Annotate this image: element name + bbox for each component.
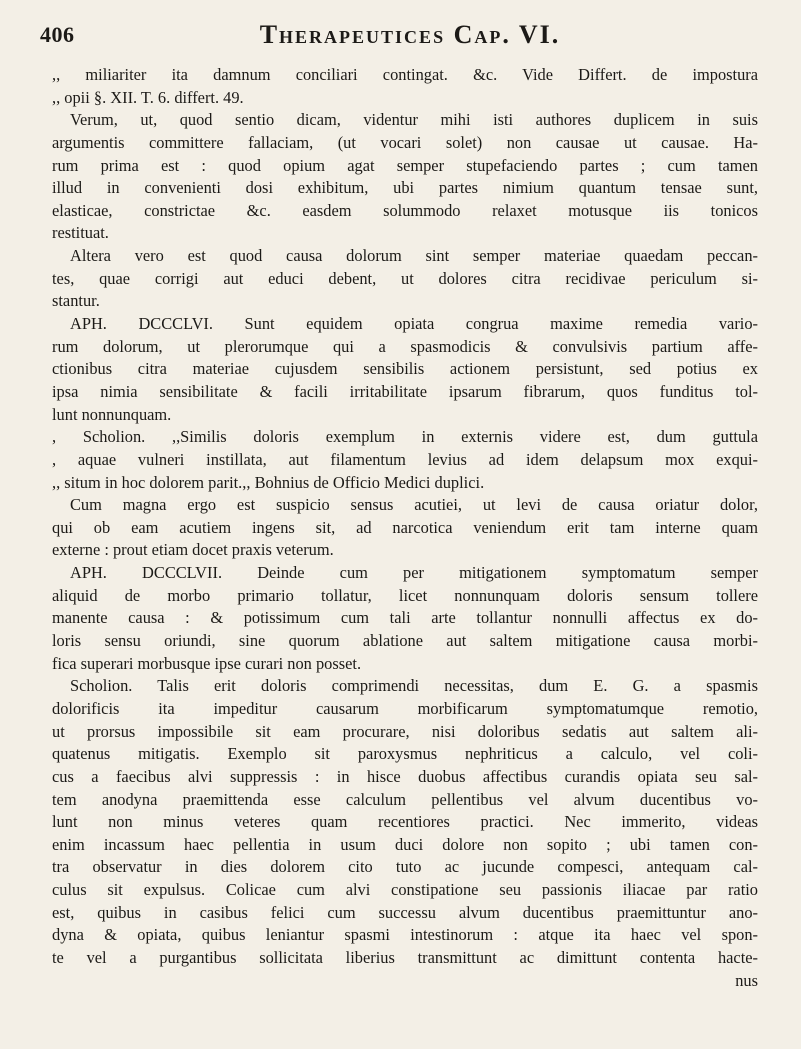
text-line: elasticae, constrictae &c. easdem solummodo relaxet motusque iis tonicos: [52, 200, 758, 220]
page-number: 406: [40, 22, 75, 47]
text-line: ,, miliariter ita damnum conciliari contingat. &c. Vide Differt. de impostura: [52, 65, 758, 84]
body-text: [52, 64, 758, 992]
text-line: ,, opii §. XII. T. 6. differt. 49.: [52, 87, 244, 107]
text-line: stantur.: [52, 291, 100, 311]
text-line: argumentis committere fallaciam, (ut vocari solet) non causae ut causae. Ha-: [52, 132, 758, 152]
text-line: enim incassum haec pellentia in usum duci dolore non sopito ; ubi tamen con-: [52, 834, 758, 854]
text-line: restituat.: [52, 223, 109, 243]
text-line: rum prima est : quod opium agat semper stupefaciendo partes ; cum tamen: [52, 155, 758, 175]
text-line: ut prorsus impossibile sit eam procurare, nisi doloribus sedatis aut saltem ali-: [52, 721, 758, 741]
text-line: dyna & opiata, quibus leniantur spasmi intestinorum : atque ita haec vel spon-: [52, 925, 758, 945]
scholion-line: Scholion. Talis erit doloris comprimendi necessitas, dum E. G. a spasmis: [70, 676, 758, 696]
text-line: tra observatur in dies dolorem cito tuto ac jucunde compesci, antequam cal-: [52, 857, 758, 877]
text-line: qui ob eam acutiem ingens sit, ad narcotica veniendum erit tam interne quam: [52, 517, 758, 537]
aphorism-heading-line: APH. DCCCLVI. Sunt equidem opiata congrua maxime remedia vario-: [70, 314, 758, 334]
text-line: Altera vero est quod causa dolorum sint semper materiae quaedam peccan-: [70, 246, 758, 266]
text-line: externe : prout etiam docet praxis veterum.: [52, 540, 334, 560]
text-line: Cum magna ergo est suspicio sensus acutiei, ut levi de causa oriatur dolor,: [70, 495, 758, 515]
text-line: ctionibus citra materiae cujusdem sensibilis actionem persistunt, sed potius ex: [52, 359, 758, 379]
scholion-line: , Scholion. ,,Similis doloris exemplum in externis videre est, dum guttula: [52, 427, 758, 447]
text-line: tem anodyna praemittenda esse calculum pellentibus vel alvum ducentibus vo-: [52, 789, 758, 809]
text-line: aliquid de morbo primario tollatur, licet nonnunquam doloris sensum tollere: [52, 585, 758, 605]
page-header: [40, 14, 780, 54]
text-line: quatenus mitigatis. Exemplo sit paroxysmus nephriticus a calculo, vel coli-: [52, 744, 758, 764]
text-line: rum dolorum, ut plerorumque qui a spasmodicis & convulsivis partium affe-: [52, 336, 758, 356]
text-line: te vel a purgantibus sollicitata liberius transmittunt ac dimittunt contenta hacte-: [52, 947, 758, 967]
text-line: culus sit expulsus. Colicae cum alvi constipatione seu passionis iliacae par ratio: [52, 880, 758, 900]
text-line: loris sensu oriundi, sine quorum ablatione aut saltem mitigatione causa morbi-: [52, 631, 758, 651]
catchword: nus: [735, 970, 758, 990]
text-line: ,, situm in hoc dolorem parit.,, Bohnius de Officio Medici duplici.: [52, 472, 485, 492]
text-line: cus a faecibus alvi suppressis : in hisce duobus affectibus curandis opiata seu sal-: [52, 766, 758, 786]
text-line: lunt non minus veteres quam recentiores practici. Nec immerito, videas: [52, 812, 758, 832]
text-line: est, quibus in casibus felici cum successu alvum ducentibus praemittuntur ano-: [52, 902, 758, 922]
text-line: ipsa nimia sensibilitate & facili irritabilitate ipsarum fibrarum, quos funditus tol-: [52, 381, 758, 401]
text-line: dolorificis ita impeditur causarum morbificarum symptomatumque remotio,: [52, 698, 758, 718]
text-line: Verum, ut, quod sentio dicam, videntur mihi isti authores duplicem in suis: [70, 110, 758, 130]
text-line: lunt nonnunquam.: [52, 404, 172, 424]
text-line: , aquae vulneri instillata, aut filamentum levius ad idem delapsum mox exqui-: [52, 449, 758, 469]
text-line: fica superari morbusque ipse curari non posset.: [52, 653, 362, 673]
running-head: Therapeutices Cap. VI.: [259, 20, 561, 49]
aphorism-heading-line: APH. DCCCLVII. Deinde cum per mitigationem symptomatum semper: [70, 563, 758, 583]
text-line: tes, quae corrigi aut educi debent, ut dolores citra recidivae periculum si-: [52, 268, 758, 288]
text-line: manente causa : & potissimum cum tali arte tollantur nonnulli affectus ex do-: [52, 608, 758, 628]
text-line: illud in convenienti dosi exhibitum, ubi partes nimium quantum tensae sunt,: [52, 178, 758, 198]
